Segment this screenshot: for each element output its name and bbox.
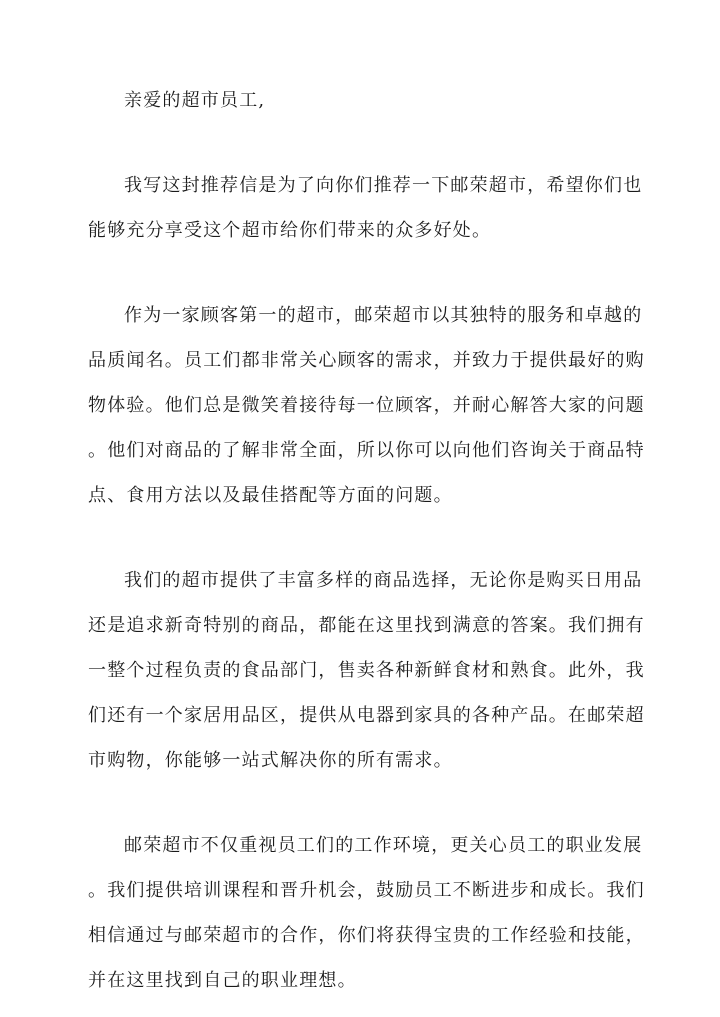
paragraph-4 [88, 823, 645, 1003]
paragraph-gap [88, 783, 632, 823]
paragraph-line: 点、食用方法以及最佳搭配等方面的问题。 [88, 485, 453, 506]
paragraph-line: 品质闻名。员工们都非常关心顾客的需求，并致力于提供最好的购 [88, 350, 645, 371]
paragraph-line: 们还有一个家居用品区，提供从电器到家具的各种产品。在邮荣超 [88, 705, 645, 726]
paragraph-line: 能够充分享受这个超市给你们带来的众多好处。 [88, 220, 492, 241]
paragraph-line: 还是追求新奇特别的商品，都能在这里找到满意的答案。我们拥有 [88, 615, 645, 636]
paragraph-3 [88, 558, 645, 783]
paragraph-line: 作为一家顾客第一的超市，邮荣超市以其独特的服务和卓越的 [124, 305, 643, 326]
greeting: 亲爱的超市员工, [124, 90, 266, 111]
paragraph-line: 一整个过程负责的食品部门，售卖各种新鲜食材和熟食。此外，我 [88, 660, 645, 681]
paragraph-gap [88, 253, 632, 293]
paragraph-line: 物体验。他们总是微笑着接待每一位顾客，并耐心解答大家的问题 [88, 395, 645, 416]
paragraph-line: 。他们对商品的了解非常全面，所以你可以向他们咨询关于商品特 [88, 440, 645, 461]
paragraph-gap [88, 518, 632, 558]
paragraph-line: 邮荣超市不仅重视员工们的工作环境，更关心员工的职业发展 [124, 835, 643, 856]
paragraph-line: 我们的超市提供了丰富多样的商品选择，无论你是购买日用品 [124, 570, 643, 591]
paragraph-gap [88, 123, 632, 163]
paragraph-2 [88, 293, 645, 518]
paragraph-line: 并在这里找到自己的职业理想。 [88, 970, 357, 991]
paragraph-1 [88, 163, 643, 253]
paragraph-line: 市购物，你能够一站式解决你的所有需求。 [88, 750, 453, 771]
letter-page [88, 78, 645, 1003]
paragraph-line: 我写这封推荐信是为了向你们推荐一下邮荣超市，希望你们也 [124, 175, 643, 196]
paragraph-line: 。我们提供培训课程和晋升机会，鼓励员工不断进步和成长。我们 [88, 880, 645, 901]
paragraph-line: 相信通过与邮荣超市的合作，你们将获得宝贵的工作经验和技能， [88, 925, 645, 946]
